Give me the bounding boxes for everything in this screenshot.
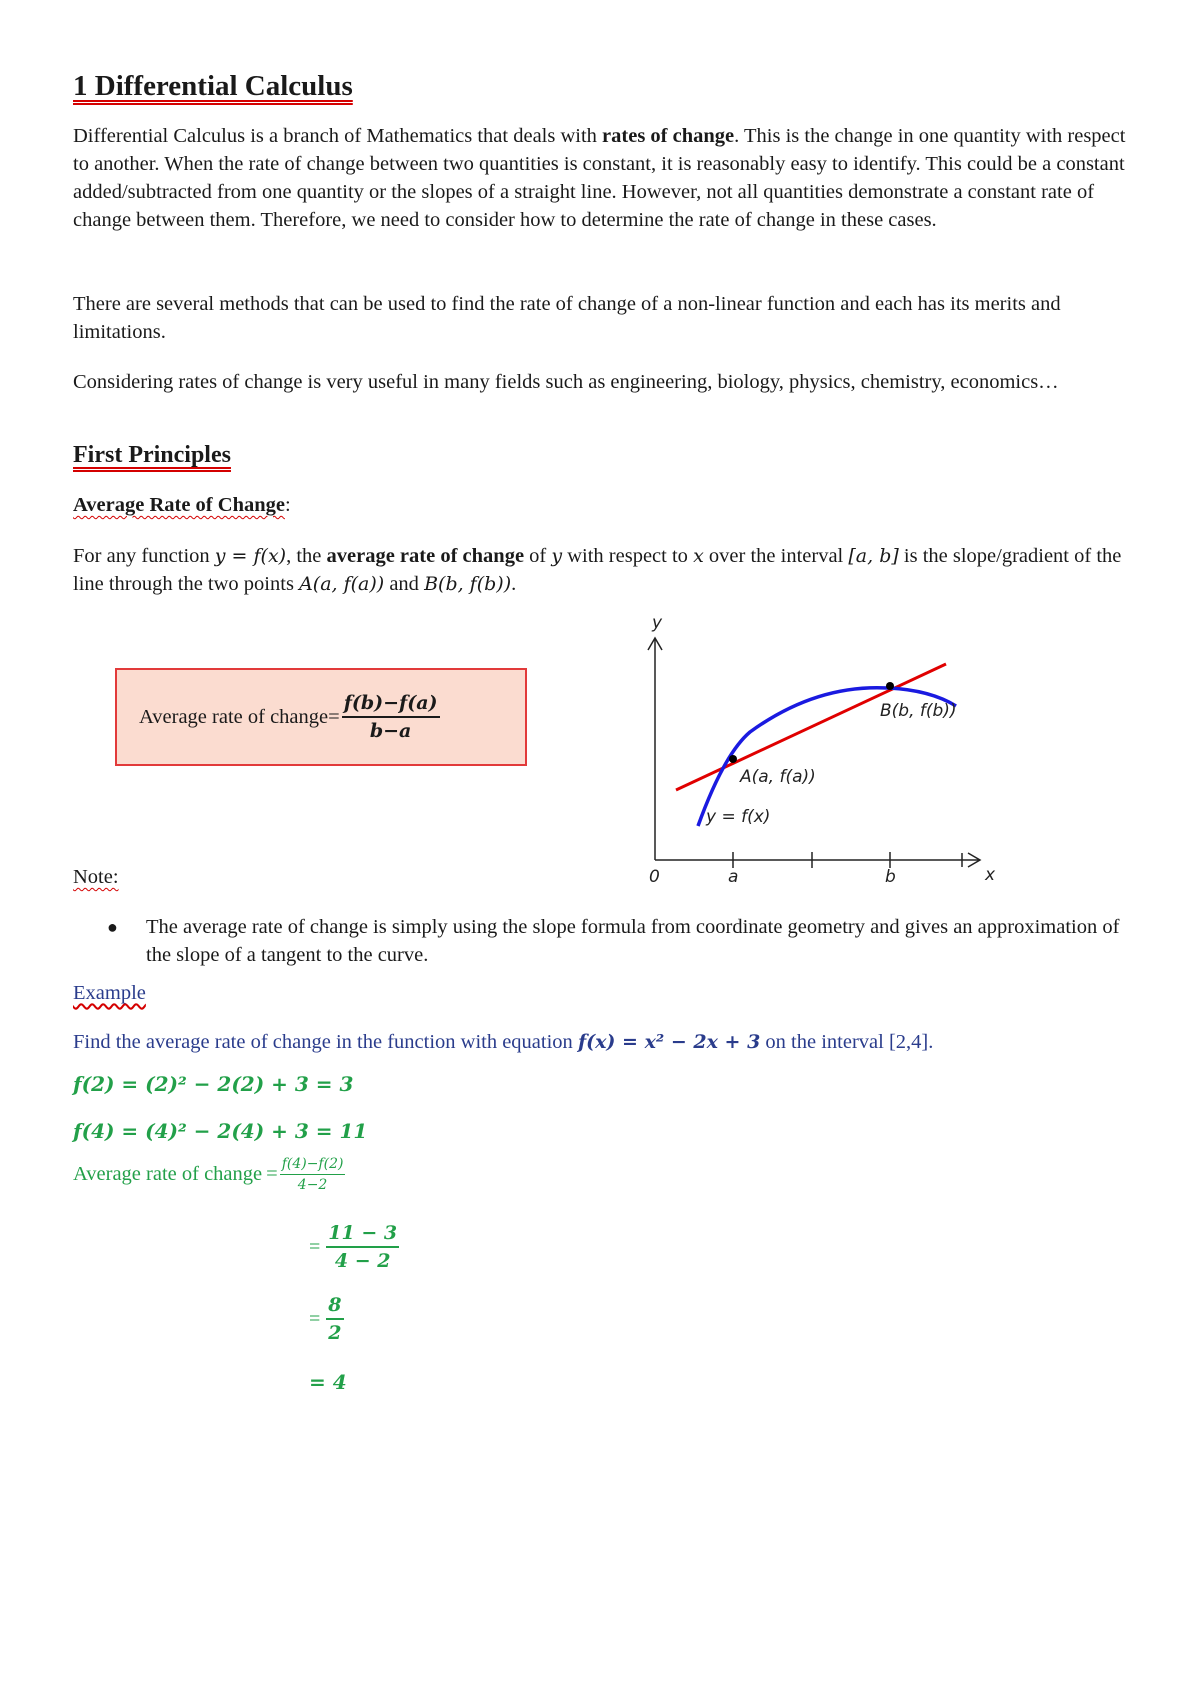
formula-denominator: b−a — [369, 720, 412, 742]
solution-step-2 — [309, 1222, 399, 1272]
subheading: Average Rate of Change: — [73, 494, 291, 516]
formula-fraction — [342, 692, 440, 742]
solution-line-1: f(2) = (2)² − 2(2) + 3 = 3 — [73, 1072, 354, 1096]
equals-sign: = — [266, 1163, 278, 1185]
tick-label-b: b — [885, 867, 896, 887]
formula-label: Average rate of change — [139, 705, 329, 728]
formula-box — [115, 668, 527, 766]
definition-paragraph: For any function y = f(x), the average rate of change of y with respect to x over the interval [a, b] is the slope/gradient of the line through the two points A(a, f(a)) and B(b, f(b)). — [73, 545, 1122, 595]
point-b-label: B(b, f(b)) — [880, 701, 957, 721]
y-axis-label: y — [652, 613, 663, 633]
fraction-denominator: 4−2 — [297, 1177, 328, 1193]
curve-label: y = f(x) — [706, 807, 771, 827]
equals-sign: = — [309, 1235, 321, 1258]
intro-paragraph-2: There are several methods that can be used to find the rate of change of a non-linear function and each has its merits and limitations. — [73, 293, 1061, 343]
equals-sign: = — [309, 1307, 321, 1330]
bullet-icon: ● — [107, 917, 118, 937]
fraction-denominator: 2 — [328, 1322, 342, 1344]
formula-equals: = — [328, 705, 340, 728]
intro-paragraph-1: Differential Calculus is a branch of Mathematics that deals with rates of change. This is the change in one quantity with respect to another. When the rate of change between two quantities is constant, it is reasonably easy to identify. This could be a constant added/subtracted from one quantity or the slopes of a straight line. However, not all quantities demonstrate a constant rate of change between them. Therefore, we need to consider how to determine the rate of change in these cases. — [73, 125, 1126, 231]
page-title: 1 Differential Calculus — [73, 70, 353, 102]
fraction-numerator: 11 − 3 — [326, 1222, 399, 1248]
solution-fraction-1 — [280, 1156, 346, 1193]
x-axis-label: x — [985, 865, 996, 885]
solution-average — [73, 1156, 345, 1193]
secant-graph — [640, 610, 1000, 900]
solution-fraction-3 — [326, 1294, 343, 1344]
fraction-numerator: f(4)−f(2) — [280, 1156, 346, 1175]
solution-line-2: f(4) = (4)² − 2(4) + 3 = 11 — [73, 1119, 368, 1143]
list-item: ● The average rate of change is simply using the slope formula from coordinate geometry and gives an approximation of the slope of a tangent to the curve. — [73, 913, 1133, 969]
note-heading: Note: — [73, 866, 119, 888]
point-a — [729, 755, 737, 763]
solution-fraction-2 — [326, 1222, 399, 1272]
example-question: Find the average rate of change in the function with equation f(x) = x² − 2x + 3 on the interval [2,4]. — [73, 1031, 934, 1053]
origin-label: 0 — [649, 867, 660, 887]
point-b — [886, 682, 894, 690]
note-list — [73, 913, 1133, 969]
tick-label-a: a — [728, 867, 739, 887]
point-a-label: A(a, f(a)) — [740, 767, 816, 787]
intro-paragraph-3: Considering rates of change is very useful in many fields such as engineering, biology, physics, chemistry, economics… — [73, 371, 1059, 393]
formula-numerator: f(b)−f(a) — [342, 692, 440, 718]
example-heading: Example — [73, 982, 146, 1004]
fraction-numerator: 8 — [326, 1294, 343, 1320]
average-label: Average rate of change — [73, 1163, 263, 1185]
solution-step-3 — [309, 1294, 344, 1344]
section-heading: First Principles — [73, 442, 231, 468]
solution-result: = 4 — [309, 1370, 347, 1394]
fraction-denominator: 4 − 2 — [334, 1250, 391, 1272]
